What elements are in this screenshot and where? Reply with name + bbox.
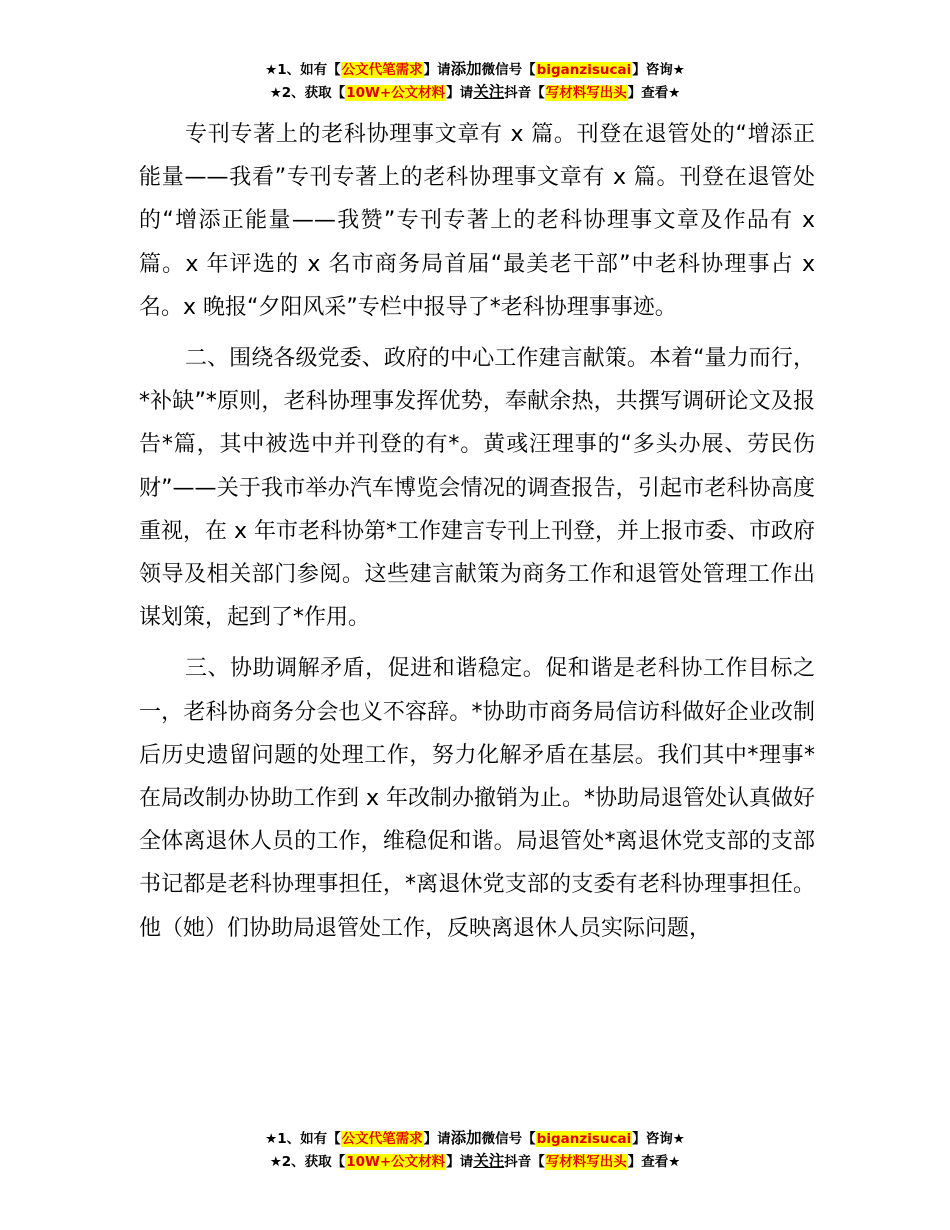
banner-line-1 bbox=[0, 58, 950, 81]
banner-text: 】请 bbox=[423, 1131, 451, 1147]
paragraph-section-two: 二、围绕各级党委、政府的中心工作建言献策。本着“量力而行，*补缺”*原则，老科协理事发挥优势，奉献余热，共撰写调研论文及报告*篇，其中被选中并刊登的有*。黄彧汪理事的“多头办展、劳民伤财”——关于我市举办汽车博览会情况的调查报告，引起市老科协高度重视，在 x 年市老科协第*工作建言专刊上刊登，并上报市委、市政府领导及相关部门参阅。这些建言献策为商务工作和退管处管理工作出谋划策，起到了*作用。 bbox=[139, 346, 816, 631]
banner-line-2 bbox=[0, 1150, 950, 1173]
banner-line-1 bbox=[0, 1127, 950, 1150]
highlight-service: 公文代笔需求 bbox=[341, 1131, 423, 1147]
footer-banner bbox=[0, 1127, 950, 1173]
banner-text: 抖音【 bbox=[504, 1154, 545, 1170]
banner-text: 】请 bbox=[446, 85, 474, 101]
banner-text: 】查看★ bbox=[627, 1154, 681, 1170]
banner-text: 】请 bbox=[423, 62, 451, 78]
paragraph-section-three: 三、协助调解矛盾，促进和谐稳定。促和谐是老科协工作目标之一，老科协商务分会也义不容辞。*协助市商务局信访科做好企业改制后历史遗留问题的处理工作，努力化解矛盾在基层。我们其中*理事*在局改制办协助工作到 x 年改制办撤销为止。*协助局退管处认真做好全体离退休人员的工作，维稳促和谐。局退管处*离退休党支部的支部书记都是老科协理事担任，*离退休党支部的支委有老科协理事担任。他（她）们协助局退管处工作，反映离退休人员实际问题， bbox=[139, 656, 816, 941]
banner-text: 抖音【 bbox=[504, 85, 545, 101]
banner-text: 】咨询★ bbox=[632, 62, 685, 78]
banner-text: 微信号【 bbox=[481, 62, 536, 78]
banner-text: ★2、获取【 bbox=[269, 85, 346, 101]
banner-text: ★1、如有【 bbox=[265, 62, 341, 78]
document-body bbox=[139, 113, 815, 958]
banner-text: 】咨询★ bbox=[632, 1131, 685, 1147]
banner-text: ★1、如有【 bbox=[265, 1131, 341, 1147]
highlight-materials: 10W+公文材料 bbox=[346, 1154, 446, 1170]
banner-emphasis: 关注 bbox=[473, 1152, 505, 1170]
highlight-douyin-account: 写材料写出头 bbox=[545, 1154, 627, 1170]
highlight-wechat-id: biganzisucai bbox=[536, 1131, 632, 1147]
highlight-service: 公文代笔需求 bbox=[341, 62, 423, 78]
highlight-douyin-account: 写材料写出头 bbox=[545, 85, 627, 101]
banner-emphasis: 添加 bbox=[450, 1129, 482, 1147]
banner-line-2 bbox=[0, 81, 950, 104]
paragraph-articles: 专刊专著上的老科协理事文章有 x 篇。刊登在退管处的“增添正能量——我看”专刊专著上的老科协理事文章有 x 篇。刊登在退管处的“增添正能量——我赞”专刊专著上的老科协理事文章及作品有 x 篇。x 年评选的 x 名市商务局首届“最美老干部”中老科协理事占 x 名。x 晚报“夕阳风采”专栏中报导了*老科协理事事迹。 bbox=[139, 122, 815, 320]
banner-emphasis: 添加 bbox=[450, 60, 482, 78]
header-banner bbox=[0, 58, 950, 104]
banner-text: 】请 bbox=[446, 1154, 474, 1170]
highlight-materials: 10W+公文材料 bbox=[346, 85, 446, 101]
banner-text: ★2、获取【 bbox=[269, 1154, 346, 1170]
highlight-wechat-id: biganzisucai bbox=[536, 62, 632, 78]
banner-text: 】查看★ bbox=[627, 85, 681, 101]
banner-text: 微信号【 bbox=[481, 1131, 536, 1147]
banner-emphasis: 关注 bbox=[473, 83, 505, 101]
